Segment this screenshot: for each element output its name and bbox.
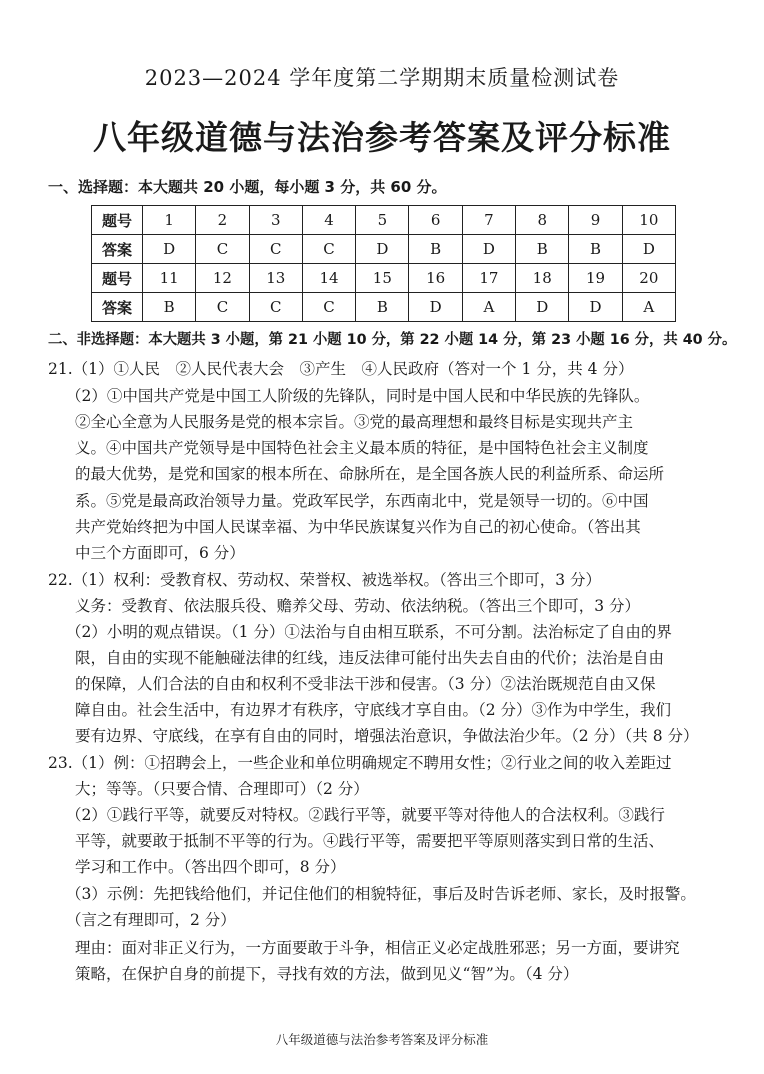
- section2-heading: 二、非选择题：本大题共 3 小题，第 21 小题 10 分，第 22 小题 14 分，第 23 小题 16 分，共 40 分。: [48, 332, 737, 348]
- answer-cell: B: [356, 293, 409, 322]
- answer-line: 平等，就要敢于抵制不平等的行为。④践行平等，需要把平等原则落实到日常的生活、: [75, 832, 665, 850]
- table-row-answers-a: [92, 235, 676, 264]
- question-number: 15: [356, 264, 409, 293]
- answer-line: 限，自由的实现不能触碰法律的红线，违反法律可能付出失去自由的代价；法治是自由: [75, 649, 665, 667]
- row-label-answer: 答案: [92, 235, 143, 264]
- answer-cell: D: [462, 235, 515, 264]
- answer-cell: A: [462, 293, 515, 322]
- answer-cell: A: [622, 293, 675, 322]
- answer-cell: D: [356, 235, 409, 264]
- answer-line: 要有边界、守底线，在享有自由的同时，增强法治意识，争做法治少年。（2 分）（共 8 分）: [75, 727, 699, 745]
- question-number: 20: [622, 264, 675, 293]
- exam-title: 2023—2024 学年度第二学期期末质量检测试卷: [144, 66, 620, 90]
- table-row-answers-b: [92, 293, 676, 322]
- answer-line: ②全心全意为人民服务是党的根本宗旨。③党的最高理想和最终目标是实现共产主: [75, 413, 634, 431]
- answer-cell: C: [249, 293, 302, 322]
- answer-line: 22.（1）权利：受教育权、劳动权、荣誉权、被选举权。（答出三个即可，3 分）: [48, 571, 602, 589]
- question-number: 17: [462, 264, 515, 293]
- question-number: 9: [569, 206, 622, 235]
- answer-cell: B: [143, 293, 196, 322]
- table-row-numbers-a: [92, 206, 676, 235]
- answer-line: 障自由。社会生活中，有边界才有秩序，守底线才享自由。（2 分）③作为中学生，我们: [75, 701, 672, 719]
- answer-cell: D: [622, 235, 675, 264]
- question-number: 19: [569, 264, 622, 293]
- page-footer: 八年级道德与法治参考答案及评分标准: [275, 1032, 489, 1047]
- question-number: 18: [516, 264, 569, 293]
- answer-line: 共产党始终把为中国人民谋幸福、为中华民族谋复兴作为自己的初心使命。（答出其: [75, 518, 641, 536]
- answer-line: 义务：受教育、依法服兵役、赡养父母、劳动、依法纳税。（答出三个即可，3 分）: [75, 597, 641, 615]
- answer-line: 中三个方面即可，6 分）: [75, 544, 245, 562]
- row-label-answer: 答案: [92, 293, 143, 322]
- row-label-number: 题号: [92, 206, 143, 235]
- answer-line: 策略，在保护自身的前提下，寻找有效的方法，做到见义“智”为。（4 分）: [75, 965, 579, 983]
- answer-cell: C: [302, 235, 355, 264]
- answer-cell: B: [516, 235, 569, 264]
- answer-cell: C: [196, 235, 249, 264]
- answer-line: 21.（1）①人民 ②人民代表大会 ③产生 ④人民政府（答对一个 1 分，共 4 分）: [48, 360, 634, 378]
- answer-cell: B: [409, 235, 462, 264]
- answer-line: 理由：面对非正义行为，一方面要敢于斗争，相信正义必定战胜邪恶；另一方面，要讲究: [75, 939, 680, 957]
- answer-cell: C: [196, 293, 249, 322]
- answer-cell: D: [569, 293, 622, 322]
- question-number: 13: [249, 264, 302, 293]
- question-number: 3: [249, 206, 302, 235]
- answer-cell: D: [143, 235, 196, 264]
- section1-heading: 一、选择题：本大题共 20 小题，每小题 3 分，共 60 分。: [48, 178, 447, 196]
- question-number: 4: [302, 206, 355, 235]
- question-number: 12: [196, 264, 249, 293]
- answer-line: 学习和工作中。（答出四个即可，8 分）: [75, 858, 346, 876]
- question-number: 5: [356, 206, 409, 235]
- answer-line: （2）①践行平等，就要反对特权。②践行平等，就要平等对待他人的合法权利。③践行: [66, 806, 665, 824]
- answer-line: 的保障，人们合法的自由和权利不受非法干涉和侵害。（3 分）②法治既规范自由又保: [75, 675, 656, 693]
- answer-cell: B: [569, 235, 622, 264]
- answer-cell: C: [302, 293, 355, 322]
- question-number: 14: [302, 264, 355, 293]
- question-number: 2: [196, 206, 249, 235]
- question-number: 10: [622, 206, 675, 235]
- question-number: 16: [409, 264, 462, 293]
- document-title: 八年级道德与法治参考答案及评分标准: [93, 118, 671, 157]
- answer-cell: C: [249, 235, 302, 264]
- answer-cell: D: [409, 293, 462, 322]
- row-label-number: 题号: [92, 264, 143, 293]
- answer-line: （言之有理即可，2 分）: [66, 911, 236, 929]
- question-number: 1: [143, 206, 196, 235]
- answer-cell: D: [516, 293, 569, 322]
- table-row-numbers-b: [92, 264, 676, 293]
- question-number: 8: [516, 206, 569, 235]
- answer-line: （3）示例：先把钱给他们，并记住他们的相貌特征，事后及时告诉老师、家长，及时报警。: [66, 885, 696, 903]
- answer-line: （2）①中国共产党是中国工人阶级的先锋队，同时是中国人民和中华民族的先锋队。: [66, 387, 650, 405]
- answer-line: 大；等等。（只要合情、合理即可）（2 分）: [75, 780, 369, 798]
- question-number: 6: [409, 206, 462, 235]
- answer-line: 23.（1）例：①招聘会上，一些企业和单位明确规定不聘用女性；②行业之间的收入差距过: [48, 754, 672, 772]
- question-number: 11: [143, 264, 196, 293]
- answer-line: 的最大优势，是党和国家的根本所在、命脉所在，是全国各族人民的利益所系、命运所: [75, 465, 665, 483]
- question-number: 7: [462, 206, 515, 235]
- answer-line: （2）小明的观点错误。（1 分）①法治与自由相互联系，不可分割。法治标定了自由的界: [66, 623, 672, 641]
- answer-table: [91, 205, 676, 322]
- answer-line: 义。④中国共产党领导是中国特色社会主义最本质的特征，是中国特色社会主义制度: [75, 439, 649, 457]
- answer-line: 系。⑤党是最高政治领导力量。党政军民学，东西南北中，党是领导一切的。⑥中国: [75, 492, 649, 510]
